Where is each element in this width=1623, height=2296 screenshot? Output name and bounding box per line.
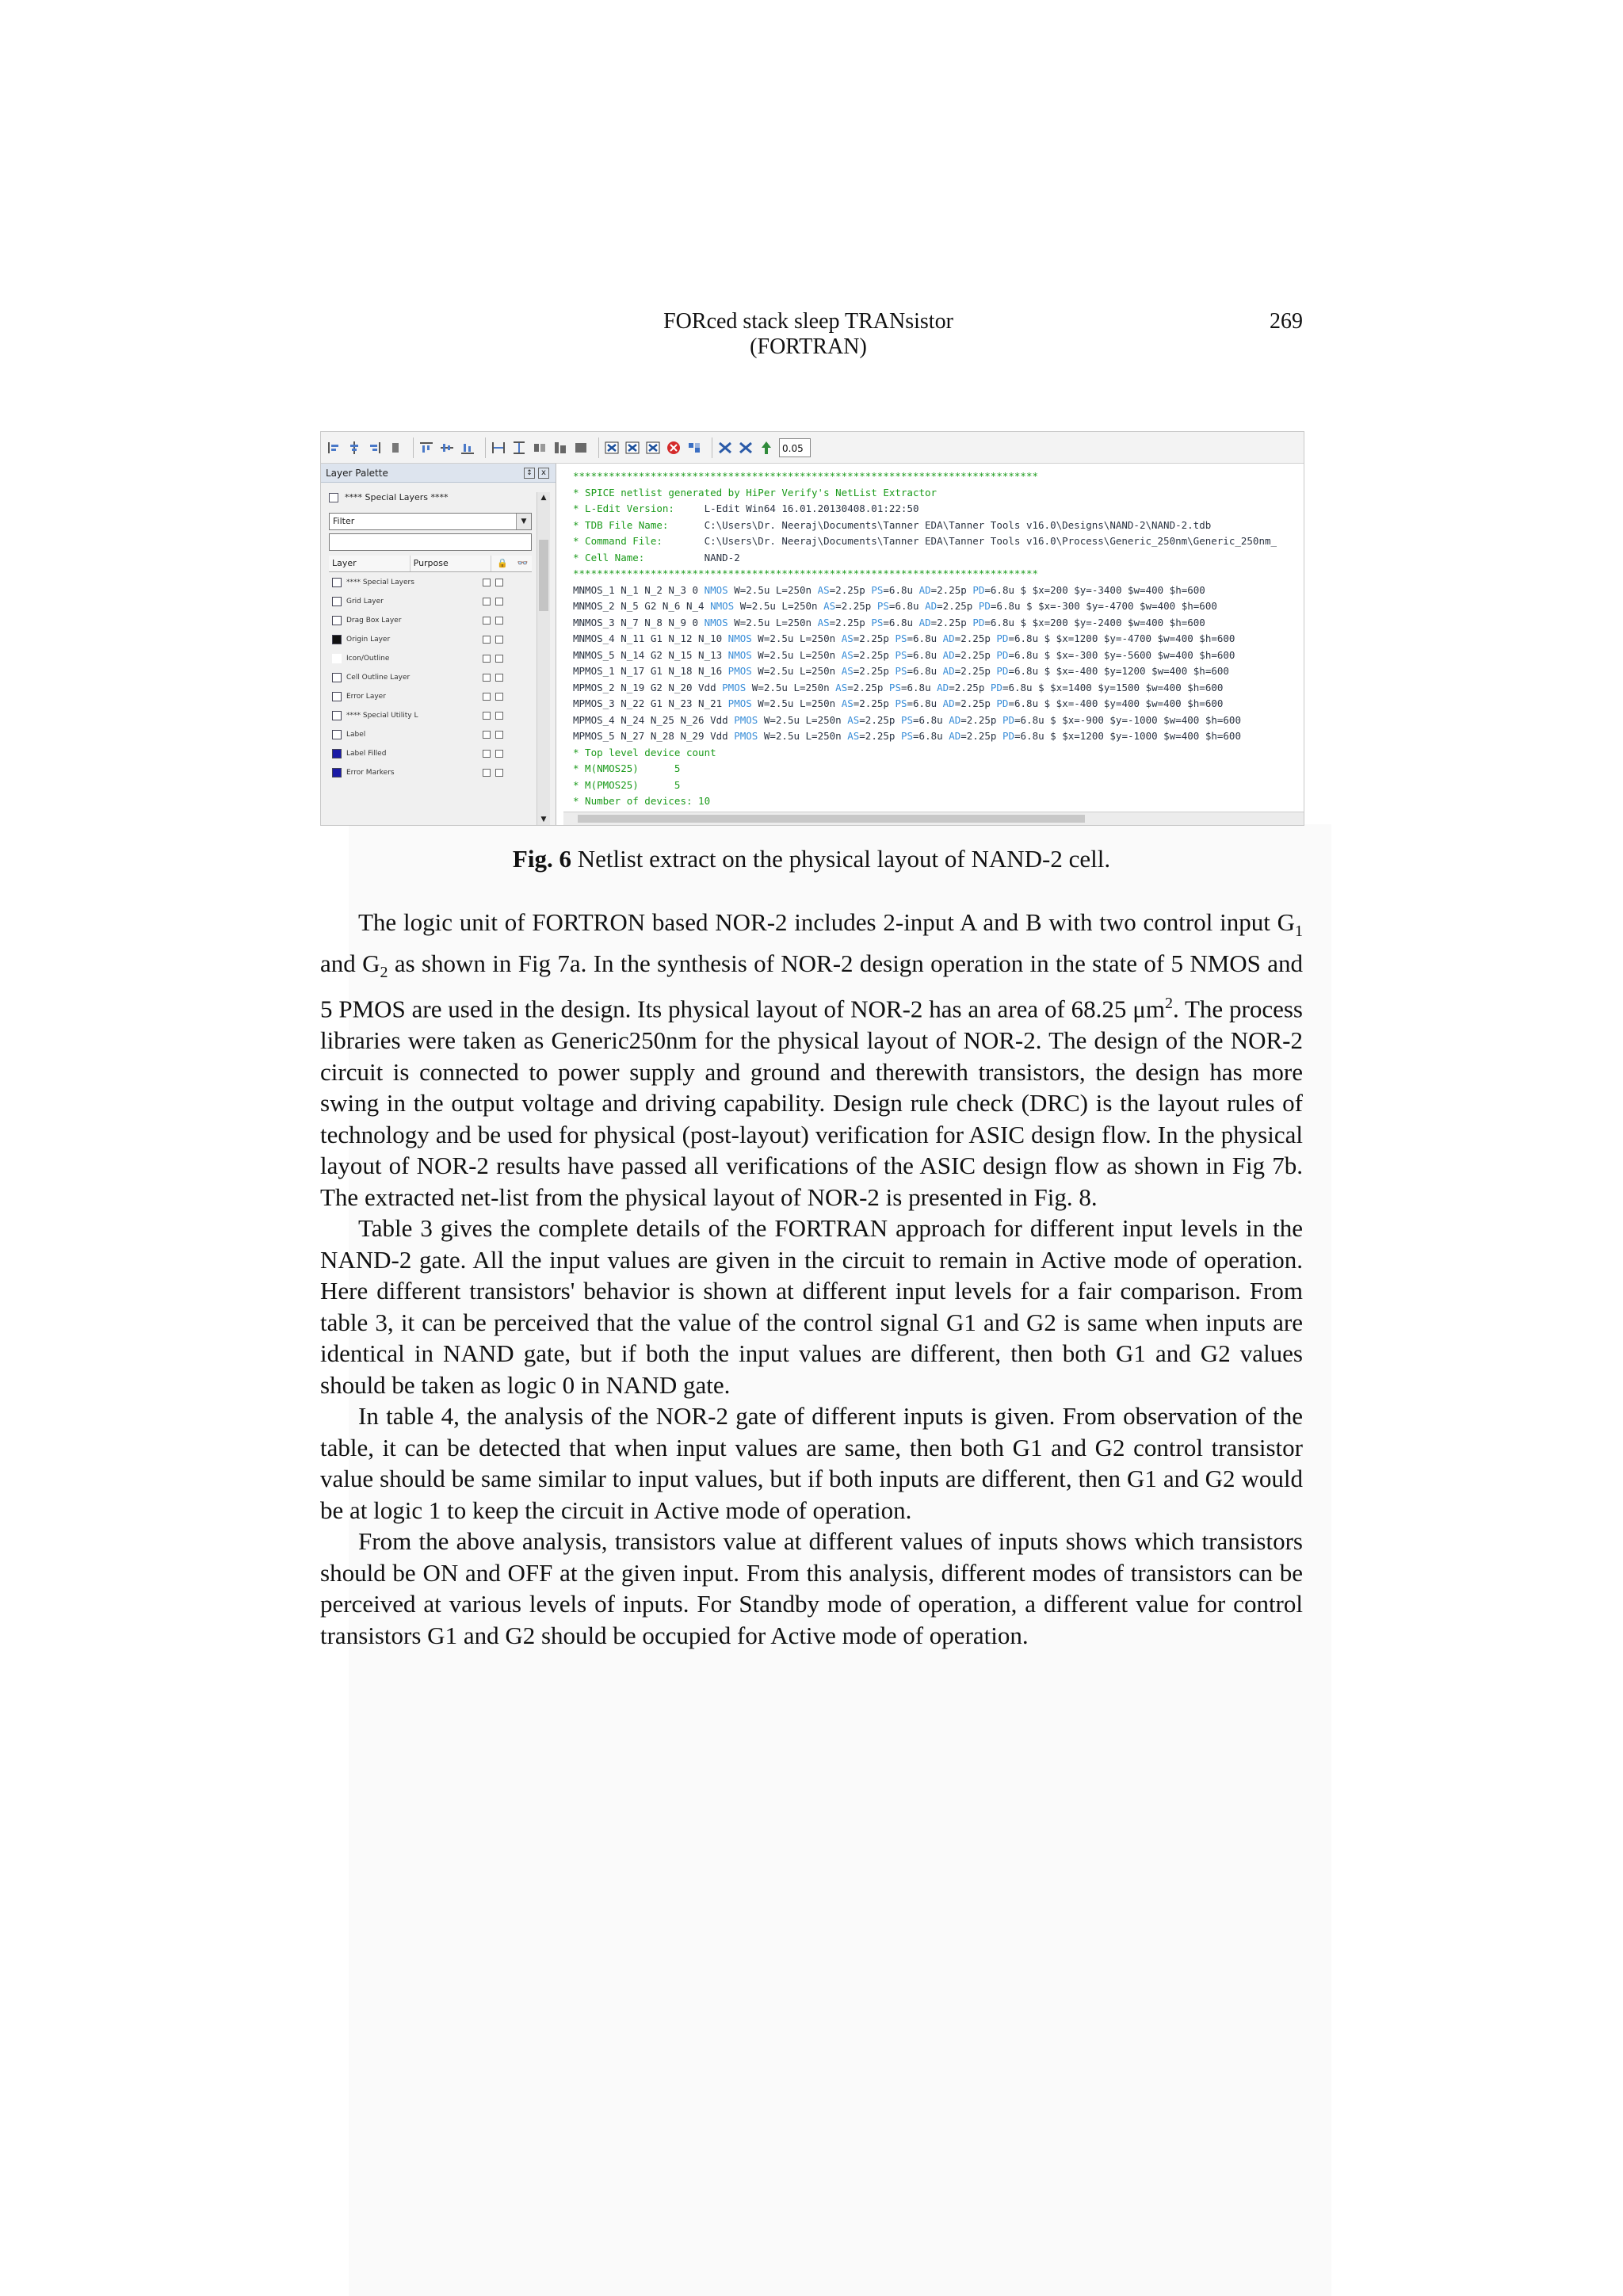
layer-visible-checkbox[interactable] xyxy=(495,617,503,625)
align-bottom-icon[interactable] xyxy=(460,439,475,457)
device-model: PMOS xyxy=(722,681,747,693)
scroll-thumb[interactable] xyxy=(539,540,548,611)
device-as-value: =2.25p xyxy=(835,600,877,612)
netlist-header-line xyxy=(573,550,1277,567)
flip-icon[interactable] xyxy=(532,439,548,457)
device-w: W=2.5u xyxy=(751,697,794,709)
netlist-header-line xyxy=(573,501,1277,518)
device-ad-value: =2.25p xyxy=(937,600,979,612)
device-ps-value: =6.8u xyxy=(900,681,938,693)
layer-name: Cell Outline Layer xyxy=(346,674,411,682)
align-top-icon[interactable] xyxy=(418,439,434,457)
footer-text: * Number of devices: 10 xyxy=(573,795,711,807)
space-horizontal-icon[interactable] xyxy=(491,439,506,457)
close-icon[interactable]: x xyxy=(538,468,549,479)
device-ad-value: =2.25p xyxy=(954,697,997,709)
netlist-device-line xyxy=(573,663,1277,680)
layer-visible-checkbox[interactable] xyxy=(495,598,503,606)
body-text xyxy=(320,907,1303,1651)
layer-visible-checkbox[interactable] xyxy=(495,655,503,663)
device-ad: AD xyxy=(949,730,961,742)
device-ad: AD xyxy=(942,648,955,661)
column-purpose[interactable]: Purpose xyxy=(410,556,491,571)
layer-visible-checkbox[interactable] xyxy=(495,731,503,739)
device-l: L=250n xyxy=(793,648,842,661)
filter-select[interactable] xyxy=(329,513,532,530)
device-ps: PS xyxy=(900,730,914,742)
device-ad-value: =2.25p xyxy=(954,632,997,644)
device-ad-value: =2.25p xyxy=(960,713,1002,726)
distribute-icon[interactable] xyxy=(388,439,403,457)
device-as: AS xyxy=(841,648,854,661)
netlist-device-line xyxy=(573,712,1277,729)
layer-lock-checkbox[interactable] xyxy=(483,712,491,720)
layer-visible-checkbox[interactable] xyxy=(495,750,503,758)
device-pd: PD xyxy=(996,665,1009,677)
layer-name: Label Filled xyxy=(346,750,387,758)
device-as: AS xyxy=(823,600,836,612)
device-pd-value: =6.8u $ $x=1200 $y=-4700 $w=400 $h=600 xyxy=(1008,632,1235,644)
footer-text: * M(PMOS25) 5 xyxy=(573,778,681,791)
header-value: C:\Users\Dr. Neeraj\Documents\Tanner EDA\Tanner Tools v16.0\Designs\NAND-2\NAND-2.tdb xyxy=(704,518,1212,531)
footer-text: * M(NMOS25) 5 xyxy=(573,762,681,774)
layer-table-header xyxy=(329,556,532,572)
device-l: L=250n xyxy=(787,681,836,693)
running-title: FORced stack sleep TRANsistor (FORTRAN) xyxy=(663,309,953,359)
palette-title xyxy=(321,464,556,483)
device-l: L=250n xyxy=(793,665,842,677)
drc-clear-icon[interactable] xyxy=(645,439,661,457)
netlist-stars xyxy=(573,566,1277,583)
device-pd-value: =6.8u $ $x=-300 $y=-5600 $w=400 $h=600 xyxy=(1008,648,1235,661)
filter-input[interactable] xyxy=(329,533,532,551)
scroll-down-icon[interactable]: ▼ xyxy=(540,816,547,823)
device-as: AS xyxy=(835,681,848,693)
device-ad: AD xyxy=(925,600,938,612)
p1-text-a: The logic unit of FORTRON based NOR-2 includes 2-input A and B with two control input G xyxy=(358,908,1295,936)
device-pd: PD xyxy=(996,632,1009,644)
toolbar-separator xyxy=(598,437,599,458)
space-vertical-icon[interactable] xyxy=(511,439,527,457)
device-as-value: =2.25p xyxy=(847,681,889,693)
device-model: PMOS xyxy=(727,665,752,677)
pin-icon[interactable]: ↕ xyxy=(524,468,535,479)
device-name: MNMOS_4 N_11 G1 N_12 N_10 xyxy=(573,632,728,644)
layer-visible-checkbox[interactable] xyxy=(495,674,503,682)
device-w: W=2.5u xyxy=(734,600,776,612)
netlist-figure xyxy=(320,431,1304,826)
palette-title-text: Layer Palette xyxy=(326,468,388,479)
netlist-header-line xyxy=(573,533,1277,550)
device-ps-value: =6.8u xyxy=(888,600,926,612)
layer-row[interactable] xyxy=(329,592,532,611)
device-w: W=2.5u xyxy=(758,713,800,726)
layer-lock-checkbox[interactable] xyxy=(483,769,491,777)
device-as-value: =2.25p xyxy=(853,697,896,709)
netlist-device-line xyxy=(573,696,1277,712)
device-w: W=2.5u xyxy=(727,583,770,596)
layer-swatch[interactable] xyxy=(332,768,342,777)
device-ad-value: =2.25p xyxy=(930,616,973,628)
device-w: W=2.5u xyxy=(727,616,770,628)
layer-visible-checkbox[interactable] xyxy=(495,712,503,720)
device-ad: AD xyxy=(918,616,931,628)
device-ps-value: =6.8u xyxy=(907,632,943,644)
netlist-device-line xyxy=(573,615,1277,632)
layer-name: Error Markers xyxy=(346,769,395,777)
align-middle-icon[interactable] xyxy=(439,439,455,457)
layer-visible-checkbox[interactable] xyxy=(495,693,503,701)
device-ps-value: =6.8u xyxy=(907,697,943,709)
layer-swatch[interactable] xyxy=(332,673,342,682)
device-l: L=250n xyxy=(800,730,848,742)
device-as-value: =2.25p xyxy=(853,648,896,661)
device-ad: AD xyxy=(942,632,955,644)
device-pd: PD xyxy=(990,681,1002,693)
netlist-footer-line xyxy=(573,745,1277,762)
special-layers-label: **** Special Layers **** xyxy=(345,492,449,502)
device-as: AS xyxy=(817,583,830,596)
netlist-text-view[interactable] xyxy=(563,464,1304,825)
device-pd-value: =6.8u $ $x=-400 $y=1200 $w=400 $h=600 xyxy=(1008,665,1229,677)
header-value: L-Edit Win64 16.01.20130408.01:22:50 xyxy=(704,502,919,514)
layer-name: Grid Layer xyxy=(346,598,384,606)
netlist-device-line xyxy=(573,680,1277,697)
device-pd: PD xyxy=(972,616,985,628)
filter-select-value: Filter xyxy=(333,516,355,526)
lvs-icon[interactable] xyxy=(738,439,754,457)
header-key: * L-Edit Version: xyxy=(573,502,705,514)
netlist-header-line xyxy=(573,485,1277,502)
stars-line: ****************************************************************************** xyxy=(573,567,1038,579)
device-name: MPMOS_5 N_27 N_28 N_29 Vdd xyxy=(573,730,735,742)
error-navigator-icon[interactable] xyxy=(686,439,702,457)
layer-row[interactable] xyxy=(329,649,532,668)
netlist-device-line xyxy=(573,598,1277,615)
device-model: PMOS xyxy=(734,730,758,742)
layer-palette xyxy=(321,464,556,825)
layer-lock-checkbox[interactable] xyxy=(483,617,491,625)
device-name: MNMOS_3 N_7 N_8 N_9 0 xyxy=(573,616,705,628)
layer-name: **** Special Utility L xyxy=(346,712,418,720)
toolbar-separator xyxy=(413,437,414,458)
device-as: AS xyxy=(817,616,830,628)
layer-visible-checkbox[interactable] xyxy=(495,769,503,777)
layer-list xyxy=(329,573,532,782)
layer-swatch[interactable] xyxy=(332,730,342,739)
p1-text-b: and G xyxy=(320,949,380,977)
layer-swatch[interactable] xyxy=(332,578,342,587)
device-ad-value: =2.25p xyxy=(960,730,1002,742)
layer-swatch[interactable] xyxy=(332,654,342,663)
footer-text: * Top level device count xyxy=(573,746,716,758)
device-as: AS xyxy=(847,730,860,742)
device-pd: PD xyxy=(996,697,1009,709)
device-as-value: =2.25p xyxy=(859,713,901,726)
device-pd-value: =6.8u $ $x=1400 $y=1500 $w=400 $h=600 xyxy=(1002,681,1224,693)
superscript: 2 xyxy=(1164,995,1173,1013)
layer-row[interactable] xyxy=(329,611,532,630)
header-key: * Command File: xyxy=(573,535,705,547)
device-name: MPMOS_2 N_19 G2 N_20 Vdd xyxy=(573,681,723,693)
device-ps-value: =6.8u xyxy=(913,713,949,726)
layer-name: **** Special Layers xyxy=(346,579,414,586)
p1-text-d: . The process libraries were taken as Generic250nm for the physical layout of NOR-2. The design of the NOR-2 circuit is connected to power supply and ground and therewith transistors, the design has more swing in the output voltage and driving capability. Design rule check (DRC) is the layout rules of technology and be used for physical (post-layout) verification for ASIC design flow. In the physical layout of NOR-2 results have passed all verifications of the ASIC design flow as shown in Fig 7b. The extracted net-list from the physical layout of NOR-2 is presented in Fig. 8. xyxy=(320,995,1303,1211)
netlist-device-line xyxy=(573,631,1277,648)
stars-line: ****************************************************************************** xyxy=(573,470,1038,482)
layer-lock-checkbox[interactable] xyxy=(483,674,491,682)
device-ad-value: =2.25p xyxy=(930,583,973,596)
figure-caption xyxy=(320,845,1303,873)
device-as-value: =2.25p xyxy=(859,730,901,742)
layer-name: Label xyxy=(346,731,366,739)
layer-visible-checkbox[interactable] xyxy=(495,579,503,586)
device-ps: PS xyxy=(895,697,907,709)
device-as: AS xyxy=(841,665,854,677)
device-model: NMOS xyxy=(704,583,728,596)
device-ps-value: =6.8u xyxy=(907,665,943,677)
header-key: * TDB File Name: xyxy=(573,518,705,531)
layer-lock-checkbox[interactable] xyxy=(483,655,491,663)
device-ps: PS xyxy=(895,632,907,644)
device-pd-value: =6.8u $ $x=-900 $y=-1000 $w=400 $h=600 xyxy=(1014,713,1241,726)
device-ad-value: =2.25p xyxy=(949,681,991,693)
device-ps-value: =6.8u xyxy=(883,616,919,628)
header-key: * Cell Name: xyxy=(573,551,705,563)
layer-row[interactable] xyxy=(329,744,532,763)
netlist-lines xyxy=(573,468,1277,810)
device-model: NMOS xyxy=(727,632,752,644)
extract-icon[interactable] xyxy=(717,439,733,457)
device-ps: PS xyxy=(876,600,889,612)
device-l: L=250n xyxy=(793,697,842,709)
layer-swatch[interactable] xyxy=(332,597,342,606)
paragraph-2: Table 3 gives the complete details of the FORTRAN approach for different input levels in the NAND-2 gate. All the input values are given in the circuit to remain in Active mode of operation. Here different transistors' behavior is shown at different input levels for a fair comparison. From table 3, it can be perceived that the value of the control signal G1 and G2 is same when inputs are identical in NAND gate, but if both the input values are different, then both G1 and G2 values should be taken as logic 0 in NAND gate. xyxy=(320,1214,1303,1399)
device-as: AS xyxy=(841,697,854,709)
caption-text: Netlist extract on the physical layout of NAND-2 cell. xyxy=(571,845,1111,873)
paragraph-4: From the above analysis, transistors value at different values of inputs shows which transistors should be ON and OFF at the given input. From this analysis, different modes of transistors can be perceived at various levels of inputs. For Standby mode of operation, a different value for control transistors G1 and G2 should be occupied for Active mode of operation. xyxy=(320,1527,1303,1649)
device-ps-value: =6.8u xyxy=(913,730,949,742)
device-as-value: =2.25p xyxy=(829,583,872,596)
device-name: MPMOS_4 N_24 N_25 N_26 Vdd xyxy=(573,713,735,726)
device-model: NMOS xyxy=(727,648,752,661)
device-pd-value: =6.8u $ $x=200 $y=-3400 $w=400 $h=600 xyxy=(984,583,1205,596)
device-w: W=2.5u xyxy=(751,632,794,644)
layer-row[interactable] xyxy=(329,763,532,782)
layer-swatch[interactable] xyxy=(332,616,342,625)
device-pd: PD xyxy=(1002,730,1014,742)
layer-lock-checkbox[interactable] xyxy=(483,731,491,739)
layer-swatch[interactable] xyxy=(332,711,342,720)
netlist-header-line xyxy=(573,518,1277,534)
netlist-footer-line xyxy=(573,793,1277,810)
chevron-down-icon[interactable]: ▼ xyxy=(516,514,531,529)
layer-name: Error Layer xyxy=(346,693,386,701)
device-name: MNMOS_5 N_14 G2 N_15 N_13 xyxy=(573,648,728,661)
device-l: L=250n xyxy=(775,600,824,612)
device-ad: AD xyxy=(949,713,961,726)
device-model: NMOS xyxy=(710,600,735,612)
device-ad: AD xyxy=(942,665,955,677)
lock-icon[interactable]: 🔒 xyxy=(491,556,513,571)
device-as: AS xyxy=(841,632,854,644)
navigate-icon[interactable] xyxy=(758,439,774,457)
drc-icon[interactable] xyxy=(604,439,620,457)
netlist-hscrollbar[interactable] xyxy=(563,812,1304,825)
layer-row[interactable] xyxy=(329,573,532,592)
layer-swatch[interactable] xyxy=(332,692,342,701)
subscript: 2 xyxy=(380,963,388,981)
device-ps: PS xyxy=(895,648,907,661)
device-model: PMOS xyxy=(727,697,752,709)
palette-scrollbar[interactable] xyxy=(537,492,550,825)
device-l: L=250n xyxy=(769,583,818,596)
layer-row[interactable] xyxy=(329,630,532,649)
device-w: W=2.5u xyxy=(746,681,788,693)
layer-swatch[interactable] xyxy=(332,635,342,644)
layer-name: Icon/Outline xyxy=(346,655,390,663)
device-model: PMOS xyxy=(734,713,758,726)
header-value: C:\Users\Dr. Neeraj\Documents\Tanner EDA\Tanner Tools v16.0\Process\Generic_250nm\Generic_250nm_ xyxy=(704,535,1277,547)
device-pd: PD xyxy=(1002,713,1014,726)
device-ps: PS xyxy=(895,665,907,677)
device-name: MNMOS_1 N_1 N_2 N_3 0 xyxy=(573,583,705,596)
netlist-device-line xyxy=(573,648,1277,664)
layer-row[interactable] xyxy=(329,706,532,725)
layer-name: Origin Layer xyxy=(346,636,391,644)
subscript: 1 xyxy=(1295,923,1303,941)
device-ad: AD xyxy=(937,681,949,693)
layer-lock-checkbox[interactable] xyxy=(483,636,491,644)
header-value: NAND-2 xyxy=(704,551,740,563)
layer-lock-checkbox[interactable] xyxy=(483,750,491,758)
layer-row[interactable] xyxy=(329,668,532,687)
layer-visible-checkbox[interactable] xyxy=(495,636,503,644)
netlist-footer-line xyxy=(573,777,1277,794)
align-center-icon[interactable] xyxy=(346,439,362,457)
device-as: AS xyxy=(847,713,860,726)
device-l: L=250n xyxy=(800,713,848,726)
align-right-icon[interactable] xyxy=(367,439,383,457)
layer-lock-checkbox[interactable] xyxy=(483,693,491,701)
paragraph-1 xyxy=(320,907,1303,1213)
device-pd-value: =6.8u $ $x=1200 $y=-1000 $w=400 $h=600 xyxy=(1014,730,1241,742)
layer-row[interactable] xyxy=(329,687,532,706)
device-l: L=250n xyxy=(793,632,842,644)
device-as-value: =2.25p xyxy=(829,616,872,628)
device-w: W=2.5u xyxy=(758,730,800,742)
layer-lock-checkbox[interactable] xyxy=(483,598,491,606)
zoom-value-field[interactable]: 0.05 xyxy=(779,438,811,457)
scroll-up-icon[interactable]: ▲ xyxy=(540,494,547,502)
device-pd: PD xyxy=(978,600,991,612)
device-w: W=2.5u xyxy=(751,665,794,677)
device-ad-value: =2.25p xyxy=(954,648,997,661)
p1-text-c: as shown in Fig 7a. In the synthesis of NOR-2 design operation in the state of 5 NMOS and 5 PMOS are used in the design. Its physical layout of NOR-2 has an area of 68.25 μm xyxy=(320,949,1303,1023)
device-l: L=250n xyxy=(769,616,818,628)
netlist-device-line xyxy=(573,728,1277,745)
netlist-stars xyxy=(573,468,1277,485)
device-name: MNMOS_2 N_5 G2 N_6 N_4 xyxy=(573,600,711,612)
device-ps: PS xyxy=(888,681,901,693)
visibility-icon[interactable]: 👓 xyxy=(517,558,529,568)
layer-swatch[interactable] xyxy=(332,749,342,758)
device-pd-value: =6.8u $ $x=200 $y=-2400 $w=400 $h=600 xyxy=(984,616,1205,628)
align-left-icon[interactable] xyxy=(326,439,342,457)
device-pd: PD xyxy=(972,583,985,596)
device-pd: PD xyxy=(996,648,1009,661)
toolbar-separator xyxy=(485,437,486,458)
paragraph-3: In table 4, the analysis of the NOR-2 gate of different inputs is given. From observation of the table, it can be detected that when input values are same, then both G1 and G2 control transistor value should be same similar to input values, but if both inputs are different, then G1 and G2 would be at logic 1 to keep the circuit in Active mode of operation. xyxy=(320,1402,1303,1524)
hscroll-thumb[interactable] xyxy=(578,815,1085,823)
group-icon[interactable] xyxy=(573,439,589,457)
device-ps: PS xyxy=(871,583,884,596)
toolbar xyxy=(321,432,1304,464)
device-pd-value: =6.8u $ $x=-300 $y=-4700 $w=400 $h=600 xyxy=(990,600,1217,612)
device-ps: PS xyxy=(900,713,914,726)
device-ps-value: =6.8u xyxy=(907,648,943,661)
device-as-value: =2.25p xyxy=(853,632,896,644)
device-name: MPMOS_1 N_17 G1 N_18 N_16 xyxy=(573,665,728,677)
netlist-footer-line xyxy=(573,761,1277,777)
special-layers-checkbox[interactable] xyxy=(329,493,338,502)
device-pd-value: =6.8u $ $x=-400 $y=400 $w=400 $h=600 xyxy=(1008,697,1224,709)
page-number: 269 xyxy=(1270,309,1303,334)
drc-box-icon[interactable] xyxy=(624,439,640,457)
device-ad: AD xyxy=(918,583,931,596)
layer-name: Drag Box Layer xyxy=(346,617,402,625)
device-name: MPMOS_3 N_22 G1 N_23 N_21 xyxy=(573,697,728,709)
device-ad: AD xyxy=(942,697,955,709)
caption-label: Fig. 6 xyxy=(512,845,571,873)
stop-icon[interactable] xyxy=(666,439,682,457)
header-key: * SPICE netlist generated by HiPer Verify's NetList Extractor xyxy=(573,486,938,499)
device-ps: PS xyxy=(871,616,884,628)
special-layers-row[interactable] xyxy=(329,492,449,502)
rotate-icon[interactable] xyxy=(552,439,568,457)
device-model: NMOS xyxy=(704,616,728,628)
layer-row[interactable] xyxy=(329,725,532,744)
column-layer[interactable]: Layer xyxy=(332,558,357,568)
device-ad-value: =2.25p xyxy=(954,665,997,677)
layer-lock-checkbox[interactable] xyxy=(483,579,491,586)
device-w: W=2.5u xyxy=(751,648,794,661)
device-as-value: =2.25p xyxy=(853,665,896,677)
device-ps-value: =6.8u xyxy=(883,583,919,596)
netlist-device-line xyxy=(573,583,1277,599)
